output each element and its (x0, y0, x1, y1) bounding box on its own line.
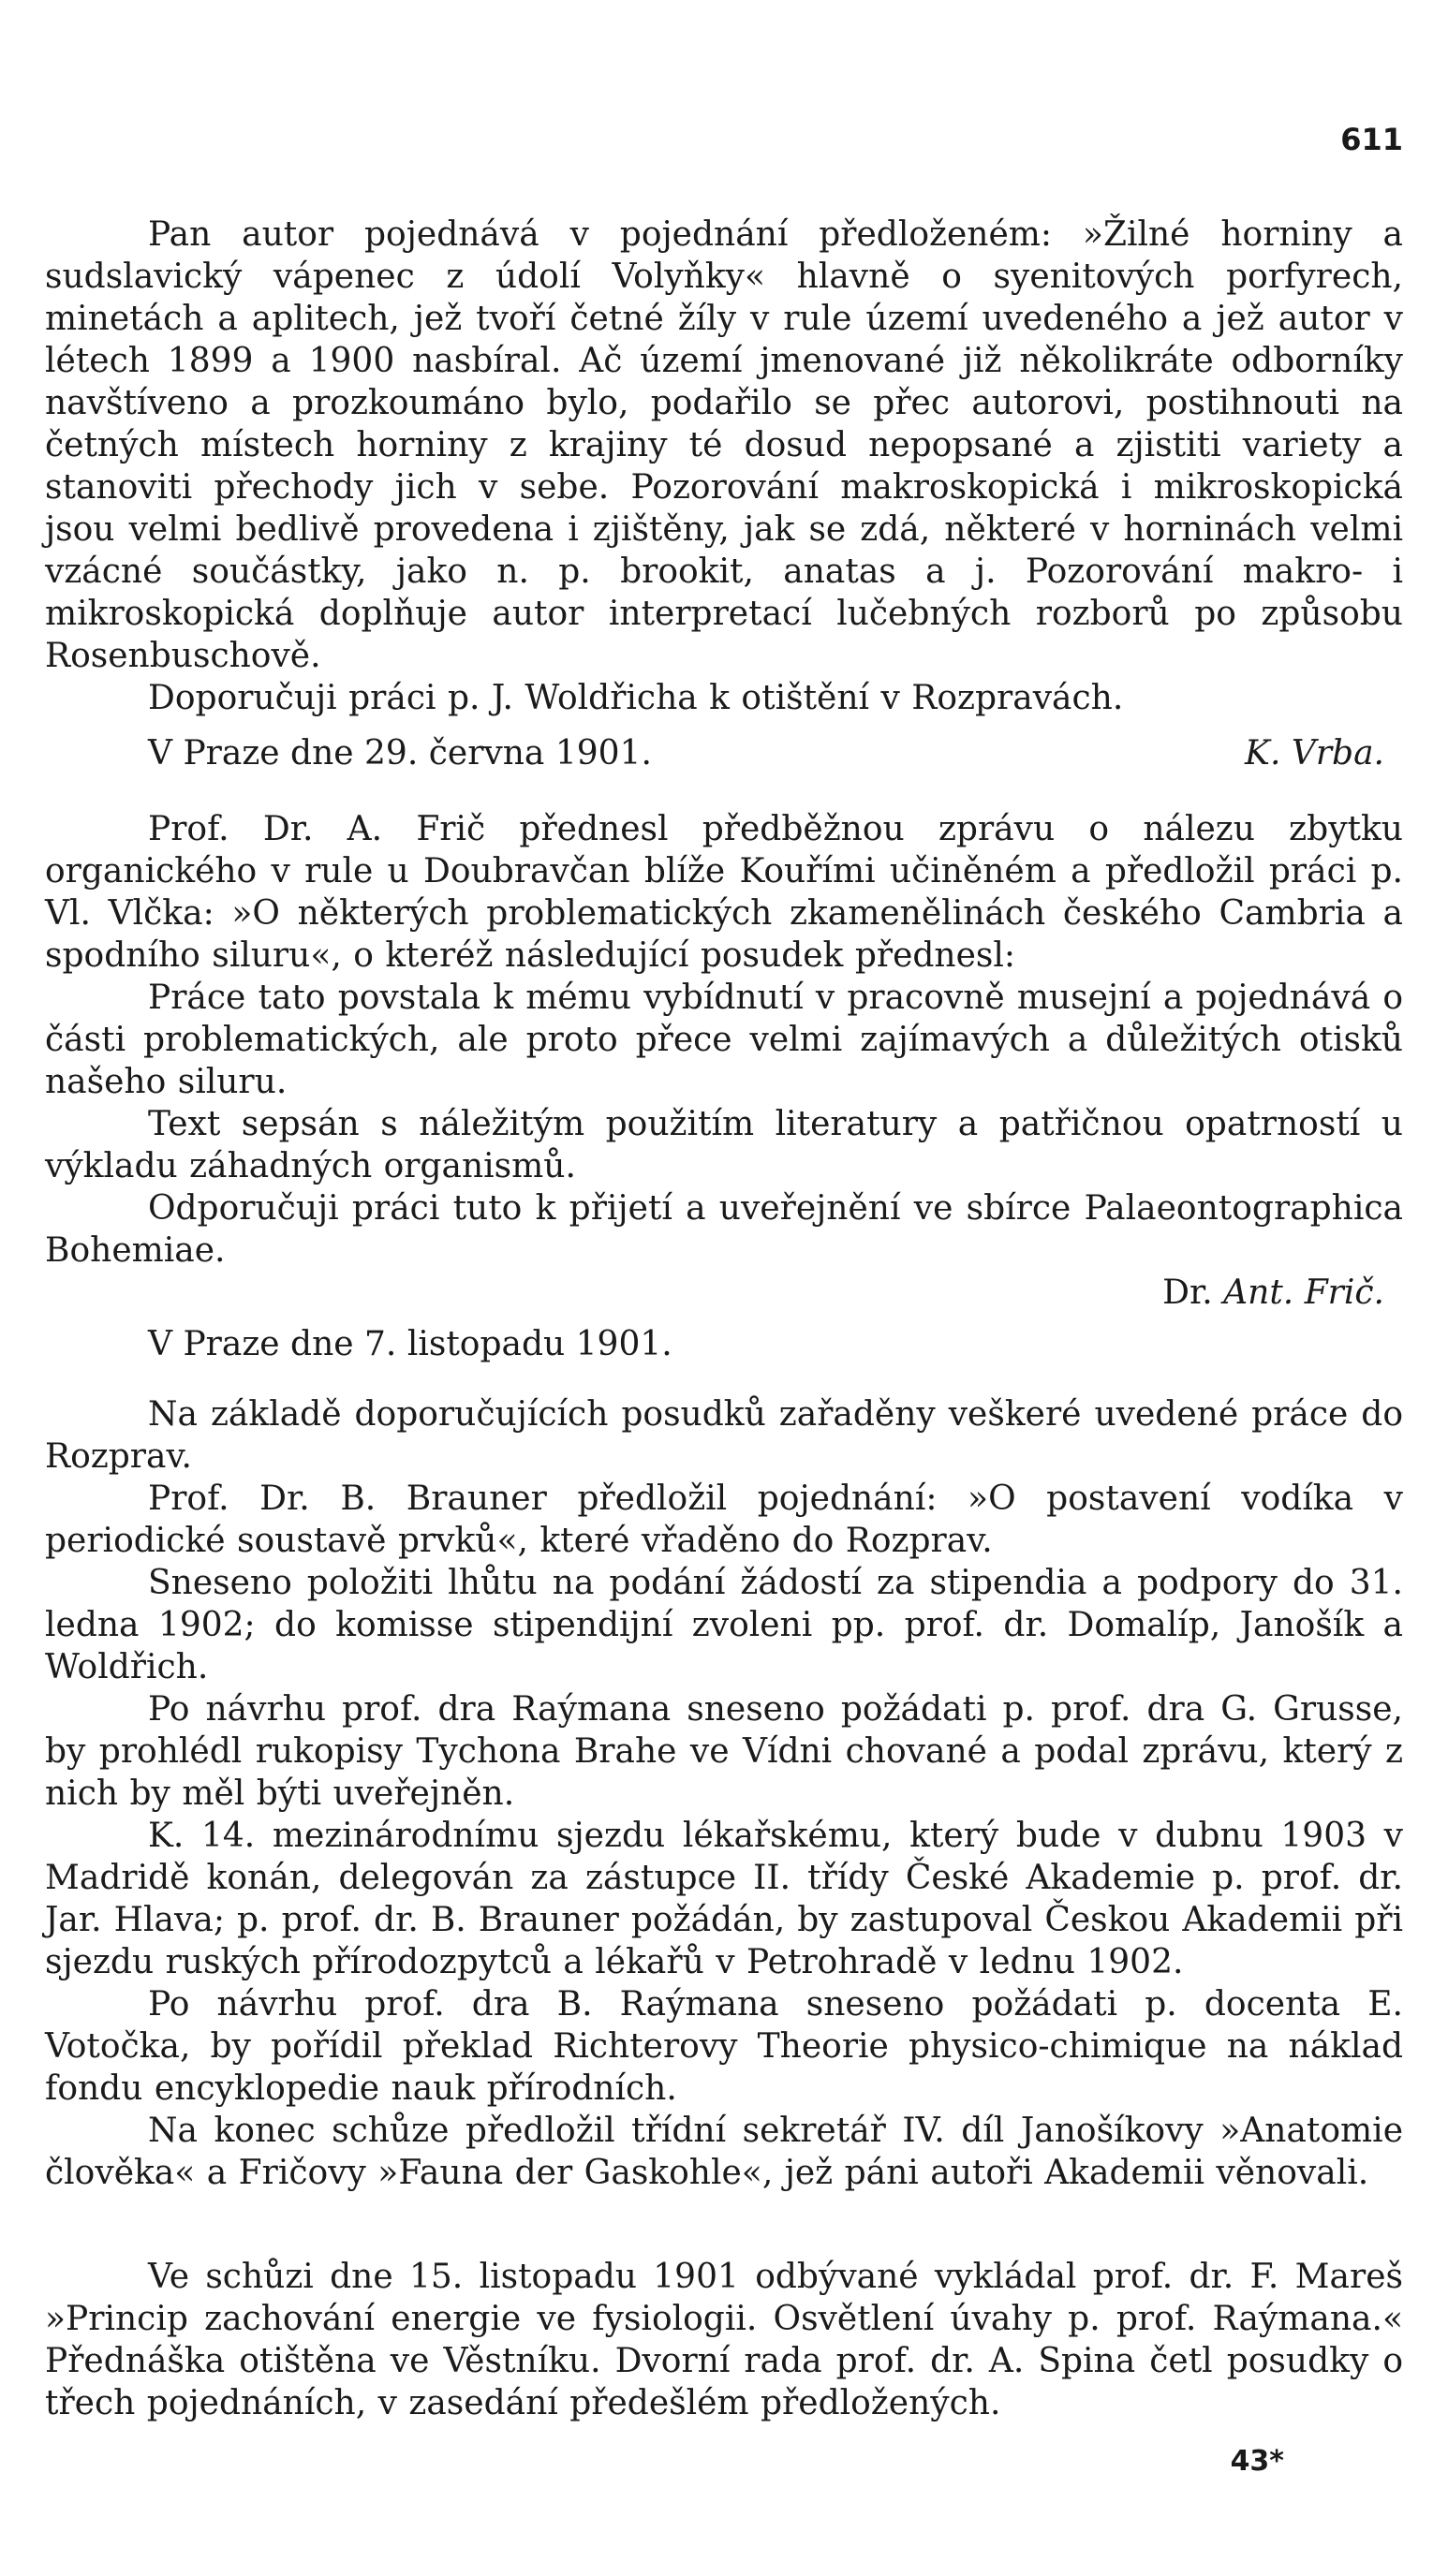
minutes-paragraph: Prof. Dr. B. Brauner předložil pojednání: »O postavení vodíka v periodické soustavě prvků«, které vřaděno do Rozprav. (45, 1479, 1403, 1560)
session-paragraph: Ve schůzi dne 15. listopadu 1901 odbývané vykládal prof. dr. F. Mareš »Princip zachování energie ve fysiologii. Osvětlení úvahy p. prof. Raýmana.« Přednáška otištěna ve Věstníku. Dvorní rada prof. dr. A. Spina četl posudky o třech pojednáních, v zasedání předešlém předložených. (45, 2258, 1403, 2422)
review-paragraph: Text sepsán s náležitým použitím literatury a patřičnou opatrností u výkladu záhadných organismů. (45, 1105, 1403, 1185)
date-signature-row (45, 732, 1403, 774)
signature-name: Ant. Frič. (1223, 1273, 1384, 1312)
date-line: V Praze dne 29. června 1901. (148, 734, 652, 773)
recommendation-paragraph: Doporučuji práci p. J. Woldřicha k otištění v Rozpravách. (148, 679, 1124, 717)
signature-row (45, 1272, 1403, 1314)
review-paragraph: Pan autor pojednává v pojednání předloženém: »Žilné horniny a sudslavický vápenec z údolí Volyňky« hlavně o syenitových porfyrech, minetách a aplitech, jež tvoří četné žíly v rule území uvedeného a jež autor v létech 1899 a 1900 nasbíral. Ač území jmenované již několikráte odborníky navštíveno a prozkoumáno bylo, podařilo se přec autorovi, postihnouti na četných místech horniny z krajiny té dosud nepopsané a zjistiti variety a stanoviti přechody jich v sebe. Pozorování makroskopická i mikroskopická jsou velmi bedlivě provedena i zjištěny, jak se zdá, některé v horninách velmi vzácné součástky, jako n. p. brookit, anatas a j. Pozorování makro- i mikroskopická doplňuje autor interpretací lučebných rozborů po způsobu Rosenbuschově. (45, 215, 1403, 675)
document-body (45, 213, 1403, 2424)
minutes-paragraph: Na základě doporučujících posudků zařaděny veškeré uvedené práce do Rozprav. (45, 1395, 1403, 1476)
signature-mark: 43* (1230, 2445, 1284, 2478)
review-paragraph: Práce tato povstala k mému vybídnutí v pracovně musejní a pojednává o části problematických, ale proto přece velmi zajímavých a důležitých otisků našeho siluru. (45, 979, 1403, 1101)
minutes-paragraph: Po návrhu prof. dra B. Raýmana sneseno požádati p. docenta E. Votočka, by pořídil překlad Richterovy Theorie physico-chimique na náklad fondu encyklopedie nauk přírodních. (45, 1985, 1403, 2108)
signature-prefix: Dr. (1162, 1273, 1213, 1312)
recommendation-paragraph: Odporučuji práci tuto k přijetí a uveřejnění ve sbírce Palaeontographica Bohemiae. (45, 1189, 1403, 1270)
minutes-paragraph: Po návrhu prof. dra Raýmana sneseno požádati p. prof. dra G. Grusse, by prohlédl rukopisy Tychona Brahe ve Vídni chované a podal zprávu, který z nich by měl býti uveřejněn. (45, 1690, 1403, 1813)
minutes-paragraph: Sneseno položiti lhůtu na podání žádostí za stipendia a podpory do 31. ledna 1902; do komisse stipendijní zvoleni pp. prof. dr. Domalíp, Janošík a Woldřich. (45, 1564, 1403, 1686)
minutes-paragraph: Na konec schůze předložil třídní sekretář IV. díl Janošíkovy »Anatomie člověka« a Fričovy »Fauna der Gaskohle«, jež páni autoři Akademii věnovali. (45, 2112, 1403, 2192)
page-number: 611 (1340, 122, 1403, 157)
minutes-paragraph: K. 14. mezinárodnímu sjezdu lékařskému, který bude v dubnu 1903 v Madridě konán, delegován za zástupce II. třídy České Akademie p. prof. dr. Jar. Hlava; p. prof. dr. B. Brauner požádán, by zastupoval Českou Akademii při sjezdu ruských přírodozpytců a lékařů v Petrohradě v lednu 1902. (45, 1817, 1403, 1981)
date-line: V Praze dne 7. listopadu 1901. (148, 1325, 672, 1363)
report-paragraph: Prof. Dr. A. Frič přednesl předběžnou zprávu o nálezu zbytku organického v rule u Doubravčan blíže Kouřími učiněném a předložil práci p. Vl. Vlčka: »O některých problematických zkamenělinách českého Cambria a spodního siluru«, o kteréž následující posudek přednesl: (45, 810, 1403, 975)
date-row (45, 1323, 1403, 1365)
signature (1162, 1272, 1403, 1314)
signature: K. Vrba. (1245, 734, 1384, 773)
